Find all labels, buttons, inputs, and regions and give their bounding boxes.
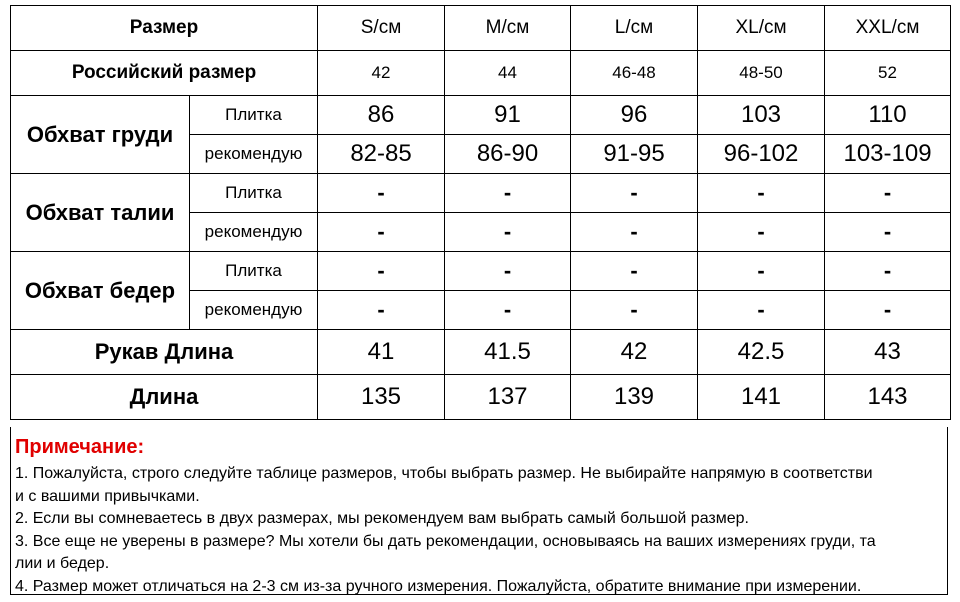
sleeve-length-row — [11, 330, 951, 375]
chest-recommend-value: 91-95 — [571, 135, 698, 174]
sleeve-length-value: 42.5 — [698, 330, 825, 375]
hip-recommend-value: - — [571, 291, 698, 330]
chest-recommend-value: 103-109 — [825, 135, 951, 174]
hip-flat-value: - — [445, 252, 571, 291]
waist-recommend-label: рекомендую — [190, 213, 318, 252]
russian-size-row — [11, 51, 951, 96]
header-size-xl: XL/см — [698, 6, 825, 51]
sleeve-length-label: Рукав Длина — [11, 330, 318, 375]
header-label: Размер — [11, 6, 318, 51]
waist-recommend-value: - — [698, 213, 825, 252]
notes-title: Примечание: — [15, 436, 145, 458]
sleeve-length-value: 41 — [318, 330, 445, 375]
hip-recommend-value: - — [445, 291, 571, 330]
waist-flat-row — [11, 174, 951, 213]
chest-flat-label: Плитка — [190, 96, 318, 135]
hip-recommend-value: - — [825, 291, 951, 330]
waist-flat-value: - — [445, 174, 571, 213]
chest-flat-value: 86 — [318, 96, 445, 135]
hip-flat-row — [11, 252, 951, 291]
note-line: 4. Размер может отличаться на 2-3 см из-за ручного измерения. Пожалуйста, обратите внимание при измерении. — [15, 577, 862, 595]
chest-flat-value: 91 — [445, 96, 571, 135]
waist-group-label: Обхват талии — [11, 174, 190, 252]
length-value: 143 — [825, 375, 951, 420]
note-line: 2. Если вы сомневаетесь в двух размерах, мы рекомендуем вам выбрать самый большой размер. — [15, 510, 749, 527]
waist-recommend-value: - — [825, 213, 951, 252]
header-size-xxl: XXL/см — [825, 6, 951, 51]
waist-flat-value: - — [571, 174, 698, 213]
chest-flat-value: 103 — [698, 96, 825, 135]
hip-recommend-label: рекомендую — [190, 291, 318, 330]
chest-recommend-value: 86-90 — [445, 135, 571, 174]
russian-size-value: 44 — [445, 51, 571, 96]
hip-recommend-value: - — [698, 291, 825, 330]
hip-flat-value: - — [825, 252, 951, 291]
chest-flat-value: 110 — [825, 96, 951, 135]
sleeve-length-value: 43 — [825, 330, 951, 375]
hip-recommend-value: - — [318, 291, 445, 330]
length-value: 137 — [445, 375, 571, 420]
length-label: Длина — [11, 375, 318, 420]
notes-box — [10, 427, 948, 595]
russian-size-label: Российский размер — [11, 51, 318, 96]
waist-recommend-value: - — [571, 213, 698, 252]
note-line: и с вашими привычками. — [15, 487, 200, 505]
russian-size-value: 52 — [825, 51, 951, 96]
hip-flat-value: - — [698, 252, 825, 291]
chest-recommend-value: 96-102 — [698, 135, 825, 174]
note-line: лии и бедер. — [15, 555, 110, 572]
size-table — [10, 5, 951, 420]
chest-recommend-value: 82-85 — [318, 135, 445, 174]
length-value: 139 — [571, 375, 698, 420]
chest-group-label: Обхват груди — [11, 96, 190, 174]
sleeve-length-value: 41.5 — [445, 330, 571, 375]
russian-size-value: 42 — [318, 51, 445, 96]
sleeve-length-value: 42 — [571, 330, 698, 375]
length-row — [11, 375, 951, 420]
chest-flat-row — [11, 96, 951, 135]
waist-recommend-value: - — [318, 213, 445, 252]
russian-size-value: 48-50 — [698, 51, 825, 96]
waist-flat-label: Плитка — [190, 174, 318, 213]
header-size-l: L/см — [571, 6, 698, 51]
header-size-m: M/см — [445, 6, 571, 51]
length-value: 141 — [698, 375, 825, 420]
hip-flat-value: - — [318, 252, 445, 291]
chest-flat-value: 96 — [571, 96, 698, 135]
russian-size-value: 46-48 — [571, 51, 698, 96]
waist-flat-value: - — [825, 174, 951, 213]
waist-flat-value: - — [318, 174, 445, 213]
note-line: 3. Все еще не уверены в размере? Мы хотели бы дать рекомендации, основываясь на ваших измерениях груди, та — [15, 532, 876, 550]
header-size-s: S/см — [318, 6, 445, 51]
length-value: 135 — [318, 375, 445, 420]
hip-flat-value: - — [571, 252, 698, 291]
header-row — [11, 6, 951, 51]
hip-flat-label: Плитка — [190, 252, 318, 291]
note-line: 1. Пожалуйста, строго следуйте таблице размеров, чтобы выбрать размер. Не выбирайте напрямую в соответстви — [15, 465, 873, 482]
chest-recommend-label: рекомендую — [190, 135, 318, 174]
hip-group-label: Обхват бедер — [11, 252, 190, 330]
waist-recommend-value: - — [445, 213, 571, 252]
waist-flat-value: - — [698, 174, 825, 213]
